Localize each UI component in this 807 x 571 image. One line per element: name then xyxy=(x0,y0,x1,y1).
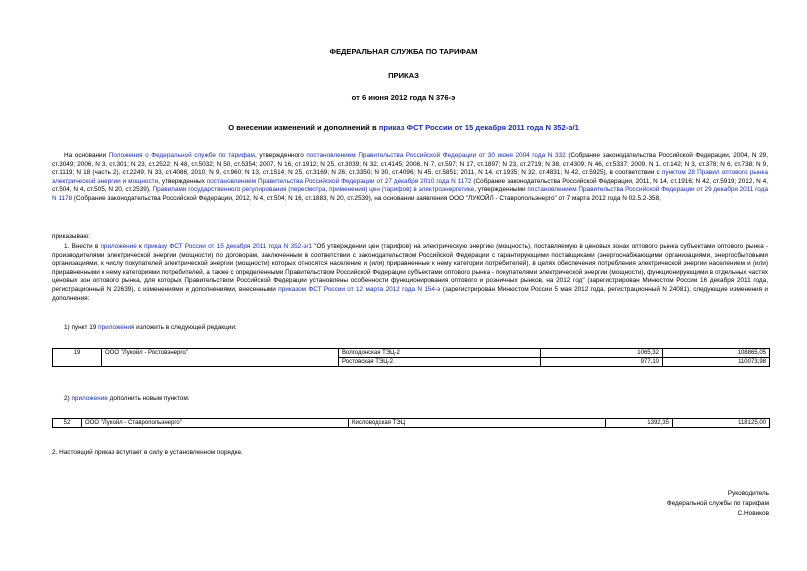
doc-date-number: от 6 июня 2012 года N 376-э xyxy=(351,93,456,102)
signature-agency: Федеральной службы по тарифам xyxy=(666,500,769,507)
preamble-link-6[interactable]: постановлением Правительства Российской Федерации от 29 декабря 2011 года N 1178 xyxy=(52,186,768,202)
preamble-text-4: , утвержденных xyxy=(158,177,207,185)
agency-title: ФЕДЕРАЛЬНАЯ СЛУЖБА ПО ТАРИФАМ xyxy=(329,47,478,56)
signature-position: Руководитель xyxy=(727,490,769,497)
item1-text-4: (зарегистрирован Минюстом России 5 мая 2012 года, регистрационный N 24081), следующие изменения и дополнения: xyxy=(52,285,768,302)
subitem1-text-2: изложить в следующей редакции: xyxy=(134,324,237,331)
plant-name: Волгодонская ТЭЦ-2 xyxy=(339,349,541,358)
subitem1-link[interactable]: приложения xyxy=(98,324,135,331)
preamble-link-4[interactable]: постановлением Правительства Российской Федерации от 27 декабря 2010 года N 1172 xyxy=(206,177,472,185)
preamble-link-1[interactable]: Положения о Федеральной службе по тарифам xyxy=(108,152,255,159)
row-number: 52 xyxy=(53,419,82,428)
preamble-text-3: (Собрание законодательства Российской Федерации, 2004, N 29, ст.3049; 2006, N 3, ст.301; N 23, ст.2522; N 48, ст.5032; N 50, ст.5354; 2007, N 16, ст.1912; N 25, ст.3039; N 32, ст.4145; 2008, N 7, ст.597; N 17, ст.1897; N 23, ст.2719; N 38, ст.4309; N 46, ст.5337; 2009, N 1, ст.142; N 3, ст.378; N 6, ст.738; N 9, ст.1119; N 18 (часть 2), ст.2249; N 33, ст.4086; 2010, N 9, ст.960; N 13, ст.1514; N 25, ст.3169; N 26, ст.3350; N 30, ст.4096; N 45, ст.5851; 2011, N 14, ст.1935; N 32, ст.4831; N 42, ст.5925), в соответствии с xyxy=(52,152,768,177)
item1-text-1: 1. Внести в xyxy=(64,243,101,250)
signature-name: С.Новиков xyxy=(737,510,769,517)
item1-text-3: "Об утверждении цен (тарифов) на электрическую энергию (мощность), поставляемую в ценовых зонах оптового рынка субъектами оптового рынка - производителями электрической энергии (мощности) по договорам, заключенным в соответствии с законодательством Российской Федерации с гарантирующими поставщиками (энергоснабжающими организациями, энергосбытовыми организациями, к числу покупателей электрической энергии (мощности) которых относятся население и (или) приравненные к нему категории потребителей), в целях обеспечения потребления электрической энергии населением и (или) приравненными к нему категориями потребителей, а также с определенными Правительством Российской Федерации субъектами оптового рынка - покупателями электрической энергии (мощности), функционирующими в отдельных частях ценовых зон оптового рынка, для которых Правительством Российской Федерации установлены особенности функционирования оптового и розничных рынков, на 2012 год" (зарегистрирован Минюстом России 16 декабря 2011 года, регистрационный N 22639), с изменениями и дополнениями, внесенными xyxy=(52,243,768,293)
subject-prefix: О внесении изменений и дополнений в xyxy=(228,123,379,132)
preamble-text-5: (Собрание законодательства Российской Федерации, 2011, N 14, ст.1916; N 42, ст.5919; 2012, N 4, ст.504, N 4, ст.505, N 20, ст.2539), xyxy=(52,177,768,194)
item1-paragraph xyxy=(52,243,768,303)
signature-block xyxy=(667,489,769,519)
subitem2 xyxy=(64,395,190,404)
value-1: 1065,32 xyxy=(541,349,663,358)
item1-text-2: к xyxy=(136,243,145,250)
item1-link-2[interactable]: приказу ФСТ России от 15 декабря 2011 года N 352-э/1 xyxy=(144,243,312,250)
subitem2-text: дополнить новым пунктом: xyxy=(107,395,190,402)
value-2: 110073,98 xyxy=(663,358,770,367)
preamble-text-1: На основании xyxy=(64,152,109,159)
item1-link-1[interactable]: приложение xyxy=(100,243,137,250)
subject-link[interactable]: приказ ФСТ России от 15 декабря 2011 года N 352-э/1 xyxy=(378,123,579,132)
table-row xyxy=(53,419,770,428)
subitem2-prefix: 2) xyxy=(64,395,72,402)
table-row xyxy=(53,349,770,358)
value-2: 108865,05 xyxy=(663,349,770,358)
item1-link-3[interactable]: приказом ФСТ России от 12 марта 2012 года N 154-э xyxy=(278,285,441,293)
organization-name: ООО "Лукойл - Ростовэнерго" xyxy=(102,349,339,367)
doc-type: ПРИКАЗ xyxy=(388,71,419,80)
preamble-link-5[interactable]: Правилами государственного регулирования (пересмотра, применения) цен (тарифов) в электроэнергетике xyxy=(152,186,475,194)
subitem1-text-1: 1) пункт 19 xyxy=(64,324,99,331)
table-item-19 xyxy=(52,348,770,367)
subitem1 xyxy=(64,324,237,333)
preamble-paragraph xyxy=(52,152,768,204)
subitem2-link[interactable]: приложение xyxy=(71,395,108,402)
item2-text: 2. Настоящий приказ вступает в силу в установленном порядке. xyxy=(52,449,243,456)
organization-name: ООО "Лукойл - Ставропольэнерго" xyxy=(82,419,349,428)
preamble-text-6: , утвержденными xyxy=(474,186,528,194)
preamble-text-7: (Собрание законодательства Российской Федерации, 2012, N 4, ст.504; N 16, ст.1883, N 20, ст.2539), на основании заявления ООО "ЛУКОЙЛ - Ставропольэнерго" от 7 марта 2012 года N 02.5.2-358, xyxy=(72,194,661,202)
plant-name: Ростовская ТЭЦ-2 xyxy=(339,358,541,367)
preamble-text-2: , утвержденного xyxy=(254,152,307,159)
order-word: приказываю: xyxy=(52,233,90,240)
preamble-link-2[interactable]: постановлением Правительства Российской Федерации от 30 июня 2004 года N 332 xyxy=(306,152,566,159)
preamble-link-3[interactable]: пунктом 28 Правил оптового рынка электрической энергии и мощности xyxy=(52,169,768,185)
value-2: 118125,00 xyxy=(673,419,770,428)
value-1: 977,10 xyxy=(541,358,663,367)
doc-subject xyxy=(0,123,807,132)
row-number: 19 xyxy=(53,349,102,367)
value-1: 1392,35 xyxy=(606,419,673,428)
table-item-52 xyxy=(52,418,770,428)
plant-name: Кисловодская ТЭЦ xyxy=(349,419,606,428)
